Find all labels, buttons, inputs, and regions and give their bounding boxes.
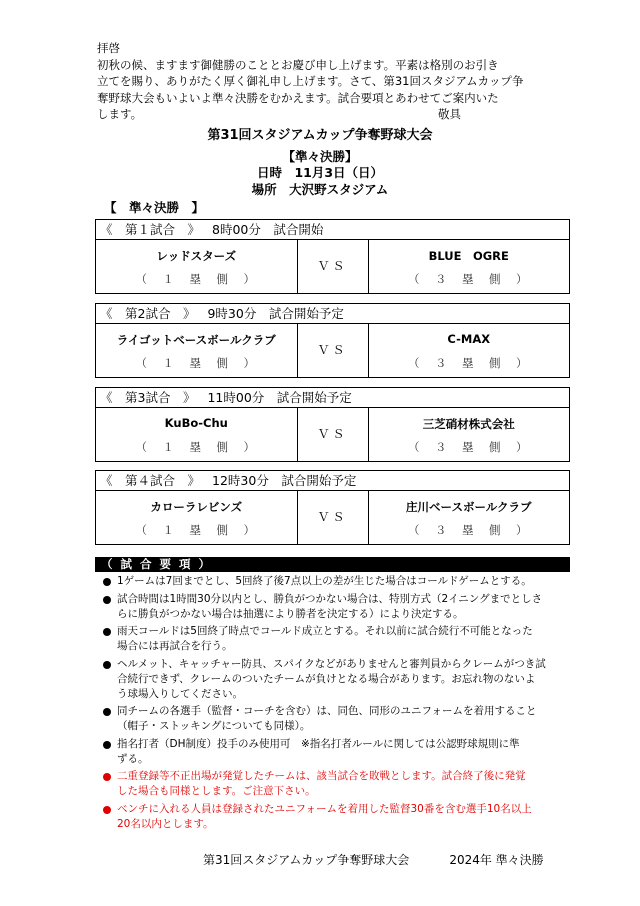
match-header [95, 387, 570, 407]
team-first-base [96, 408, 297, 461]
match-grid [95, 490, 570, 545]
rule-item [103, 574, 573, 589]
greeting-line: します。 [97, 107, 143, 121]
bullet-icon [103, 661, 111, 669]
event-title: 第31回スタジアムカップ争奪野球大会 [207, 128, 433, 143]
footer [203, 851, 544, 868]
rule-item-warning [103, 769, 573, 799]
rule-text: （帽子・ストッキングについても同様）。 [117, 720, 311, 732]
greeting-line: 拝啓 [97, 41, 120, 55]
event-date: 日時 11月3日（日） [256, 165, 384, 180]
match-grid [95, 407, 570, 462]
team-side: （ １ 塁 側 ） [135, 523, 257, 537]
match-header [95, 303, 570, 323]
team-name: ライゴットベースボールクラブ [116, 333, 276, 347]
team-name: 庄川ベースボールクラブ [406, 500, 532, 514]
team-side: （ １ 塁 側 ） [135, 440, 257, 454]
rule-text: 場合には再試合を行う。 [117, 640, 233, 652]
versus-label: ＶＳ [297, 324, 369, 377]
versus-label: ＶＳ [297, 408, 369, 461]
match-label: 《 第2試合 》 [100, 306, 196, 321]
rule-item [103, 624, 573, 654]
match-time: 9時30分 試合開始予定 [207, 306, 344, 321]
rule-item [103, 737, 573, 767]
match-time: 12時30分 試合開始予定 [212, 473, 357, 488]
match-time: 8時00分 試合開始 [212, 222, 324, 237]
event-round: 【準々決勝】 [282, 149, 358, 164]
bullet-icon [103, 741, 111, 749]
team-name: KuBo-Chu [164, 416, 228, 430]
versus-label: ＶＳ [297, 491, 369, 544]
versus-label: ＶＳ [297, 240, 369, 293]
greeting-line: 初秋の候、ますます御健勝のこととお慶び申し上げます。平素は格別のお引き [97, 57, 499, 72]
match-block-1 [95, 219, 570, 294]
team-side: （ ３ 塁 側 ） [408, 440, 530, 454]
bullet-icon [103, 708, 111, 716]
bullet-icon [103, 628, 111, 636]
rule-text: 試合時間は1時間30分以内とし、勝負がつかない場合は、特別方式（2イニングまでとしさ [117, 592, 543, 605]
team-third-base [369, 408, 570, 461]
match-header [95, 219, 570, 239]
team-side: （ １ 塁 側 ） [135, 272, 257, 286]
rules-heading: （ 試 合 要 項 ） [95, 557, 570, 572]
rule-item [103, 657, 573, 702]
footer-event: 第31回スタジアムカップ争奪野球大会 [203, 853, 410, 867]
team-first-base [96, 324, 297, 377]
rule-text: う球場入りしてください。 [117, 687, 243, 700]
team-name: 三芝硝材株式会社 [422, 417, 515, 431]
team-name: カローラレビンズ [150, 500, 243, 514]
team-side: （ ３ 塁 側 ） [408, 523, 530, 537]
team-name: BLUE OGRE [428, 249, 509, 263]
match-label: 《 第3試合 》 [100, 390, 196, 405]
match-label: 《 第１試合 》 [100, 222, 201, 237]
team-name: C-MAX [447, 332, 491, 346]
footer-year-round: 2024年 準々決勝 [449, 853, 544, 867]
rule-text: ベンチに入れる人員は登録されたユニフォームを着用した監督30番を含む選手10名以上 [117, 802, 532, 815]
greeting-line: 奪野球大会もいよいよ準々決勝をむかえます。試合要項とあわせてご案内いた [97, 90, 499, 105]
bullet-icon [103, 596, 111, 604]
team-first-base [96, 240, 297, 293]
team-side: （ １ 塁 側 ） [135, 356, 257, 370]
match-grid [95, 239, 570, 294]
bullet-icon [103, 806, 111, 814]
bullet-icon [103, 578, 111, 586]
match-block-3 [95, 387, 570, 462]
rule-item-warning [103, 802, 573, 832]
rules-list [103, 574, 573, 834]
rule-text: ずる。 [117, 752, 149, 765]
match-label: 《 第４試合 》 [100, 473, 201, 488]
bullet-icon [103, 773, 111, 781]
event-venue: 場所 大沢野スタジアム [251, 182, 389, 197]
rule-text: ヘルメット、キャッチャー防具、スパイクなどがありませんと審判員からクレームがつき試 [117, 657, 546, 670]
rule-text: 二重登録等不正出場が発覚したチームは、該当試合を敗戦とします。試合終了後に発覚 [117, 770, 526, 782]
team-third-base [369, 240, 570, 293]
rule-text: 20名以内とします。 [117, 817, 214, 830]
match-grid [95, 323, 570, 378]
team-third-base [369, 324, 570, 377]
match-block-4 [95, 470, 570, 545]
match-header [95, 470, 570, 490]
match-block-2 [95, 303, 570, 378]
rule-text: 同チームの各選手（監督・コーチを含む）は、同色、同形のユニフォームを着用すること [117, 705, 537, 717]
team-side: （ ３ 塁 側 ） [408, 272, 530, 286]
rule-text: らに勝負がつかない場合は抽選により勝者を決定する）により決定する。 [117, 607, 464, 620]
rule-text: した場合も同様とします。ご注意下さい。 [117, 785, 316, 797]
rule-text: 雨天コールドは5回終了時点でコールド成立とする。それ以前に試合続行不可能となった [117, 625, 533, 637]
rule-item [103, 592, 573, 622]
rule-text: 1ゲームは7回までとし、5回終了後7点以上の差が生じた場合はコールドゲームとする。 [117, 575, 532, 587]
rule-text: 指名打者（DH制度）投手のみ使用可 ※指名打者ルールに関しては公認野球規則に準 [117, 737, 520, 750]
rule-text: 合続行できず、クレームのついたチームが負けとなる場合があります。お忘れ物のないよ [117, 672, 536, 685]
rule-item [103, 704, 573, 734]
section-label: 【 準々決勝 】 [104, 200, 205, 215]
team-side: （ ３ 塁 側 ） [408, 356, 530, 370]
team-third-base [369, 491, 570, 544]
team-first-base [96, 491, 297, 544]
greeting-closing: 敬具 [438, 107, 461, 121]
team-name: レッドスターズ [156, 249, 237, 263]
greeting-line: 立てを賜り、ありがたく厚く御礼申し上げます。さて、第31回スタジアムカップ争 [97, 74, 524, 88]
greeting-letter [97, 40, 577, 123]
match-time: 11時00分 試合開始予定 [207, 390, 352, 405]
